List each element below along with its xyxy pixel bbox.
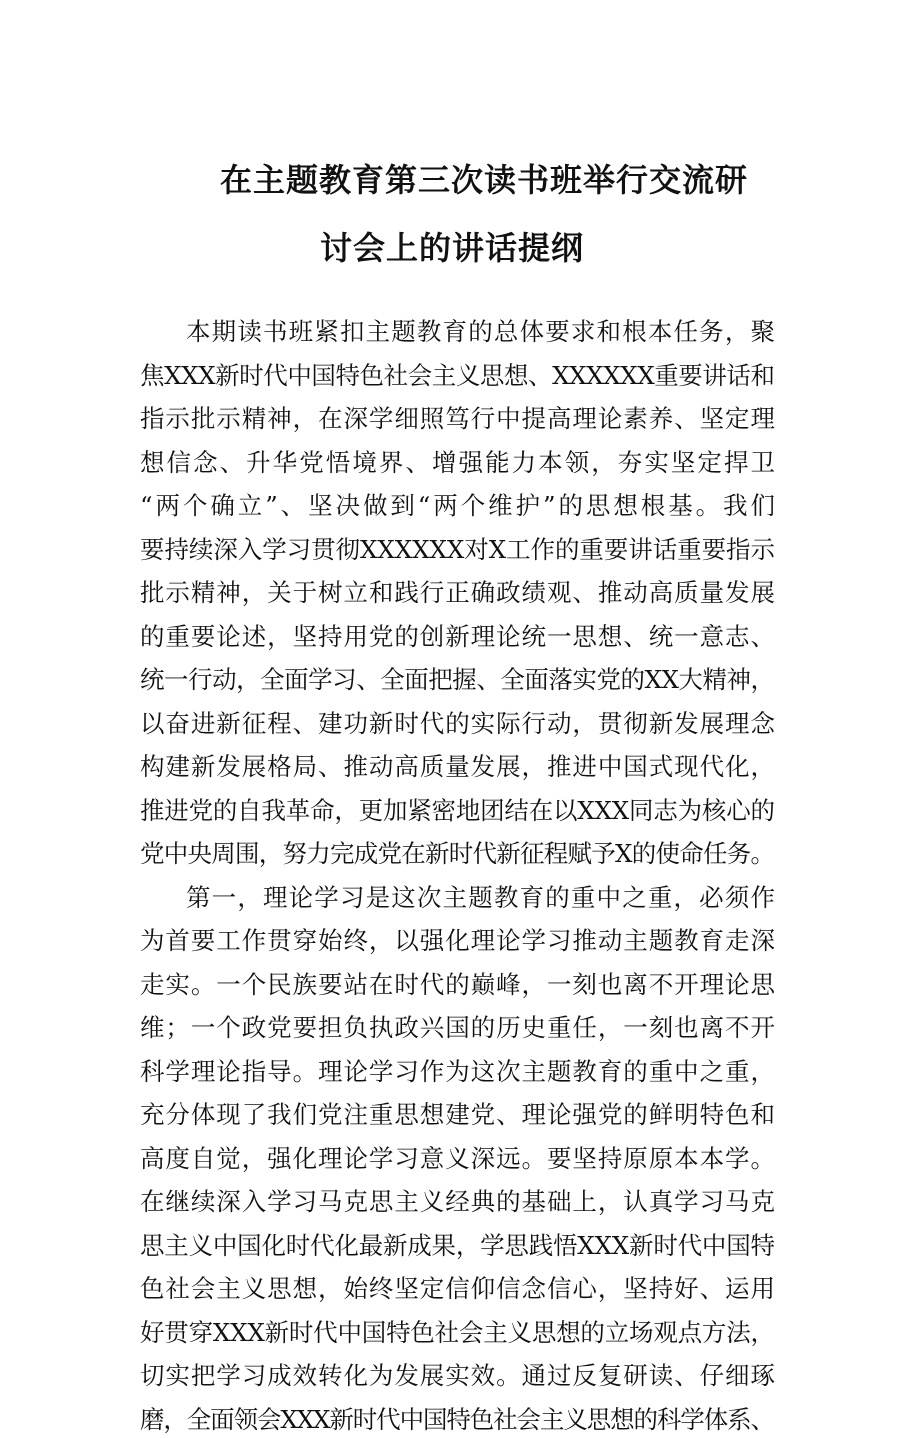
body-line — [0, 1184, 909, 1220]
body-line — [0, 619, 909, 655]
body-line — [0, 488, 909, 524]
body-line-text: 维；一个政党要担负执政兴国的历史重任，一刻也离不开 — [140, 1013, 776, 1042]
body-line-text: 焦XXX新时代中国特色社会主义思想、XXXXXX重要讲话和 — [140, 360, 775, 390]
body-line — [0, 401, 909, 437]
body-line — [0, 1402, 909, 1438]
body-line-text: 高度自觉，强化理论学习意义深远。要坚持原原本本学。 — [140, 1143, 776, 1173]
body-line — [0, 880, 909, 916]
body-line — [0, 1271, 909, 1307]
body-line — [0, 314, 909, 350]
body-line-text: 本期读书班紧扣主题教育的总体要求和根本任务，聚 — [186, 317, 777, 346]
body-line-text: 磨，全面领会XXX新时代中国特色社会主义思想的科学体系、 — [140, 1404, 774, 1434]
body-line-text: 推进党的自我革命，更加紧密地团结在以XXX同志为核心的 — [140, 795, 775, 825]
body-line-text: 的重要论述，坚持用党的创新理论统一思想、统一意志、 — [140, 621, 776, 651]
body-line — [0, 749, 909, 785]
body-line-text: 色社会主义思想，始终坚定信仰信念信心，坚持好、运用 — [140, 1274, 776, 1303]
body-line-text: 好贯穿XXX新时代中国特色社会主义思想的立场观点方法， — [140, 1317, 775, 1347]
body-line-text: 要持续深入学习贯彻XXXXXX对X工作的重要讲话重要指示 — [140, 534, 775, 564]
document-title-line-2: 讨会上的讲话提纲 — [320, 229, 585, 267]
body-line — [0, 1228, 909, 1264]
body-line-text: 科学理论指导。理论学习作为这次主题教育的重中之重， — [140, 1056, 776, 1086]
body-line-text: “两个确立”、坚决做到“两个维护”的思想根基。我们 — [140, 491, 778, 520]
body-line-text: 批示精神，关于树立和践行正确政绩观、推动高质量发展 — [140, 578, 776, 607]
body-line-text: 指示批示精神，在深学细照笃行中提高理论素养、坚定理 — [140, 404, 776, 433]
body-line — [0, 1097, 909, 1133]
body-line-text: 为首要工作贯穿始终，以强化理论学习推动主题教育走深 — [140, 926, 776, 955]
body-line-text: 统一行动，全面学习、全面把握、全面落实党的XX大精神， — [140, 665, 775, 694]
body-line — [0, 358, 909, 394]
body-line-text: 第一，理论学习是这次主题教育的重中之重，必须作 — [186, 882, 777, 912]
body-line — [0, 793, 909, 829]
body-line-text: 切实把学习成效转化为发展实效。通过反复研读、仔细琢 — [140, 1361, 776, 1390]
body-line — [0, 1141, 909, 1177]
body-line — [0, 575, 909, 611]
body-line-text: 走实。一个民族要站在时代的巅峰，一刻也离不开理论思 — [140, 969, 776, 999]
body-line-text: 以奋进新征程、建功新时代的实际行动，贯彻新发展理念 — [140, 708, 776, 738]
body-line — [0, 923, 909, 959]
body-line — [0, 445, 909, 481]
body-line — [0, 1315, 909, 1351]
body-line — [0, 967, 909, 1003]
body-line — [0, 1054, 909, 1090]
body-line-text: 充分体现了我们党注重思想建党、理论强党的鲜明特色和 — [140, 1100, 776, 1129]
body-line — [0, 662, 909, 698]
document-title-line-1: 在主题教育第三次读书班举行交流研 — [220, 161, 749, 199]
body-line-text: 思主义中国化时代化最新成果，学思践悟XXX新时代中国特 — [140, 1230, 775, 1260]
body-line — [0, 532, 909, 568]
body-line-text: 想信念、升华党悟境界、增强能力本领，夯实坚定捍卫 — [140, 447, 778, 477]
body-line-text: 在继续深入学习马克思主义经典的基础上，认真学习马克 — [140, 1187, 776, 1216]
body-line — [0, 1358, 909, 1394]
body-line — [0, 1010, 909, 1046]
body-line — [0, 836, 909, 872]
body-line-text: 党中央周围，努力完成党在新时代新征程赋予X的使命任务。 — [140, 839, 775, 868]
body-line — [0, 706, 909, 742]
body-line-text: 构建新发展格局、推动高质量发展，推进中国式现代化， — [140, 752, 776, 781]
